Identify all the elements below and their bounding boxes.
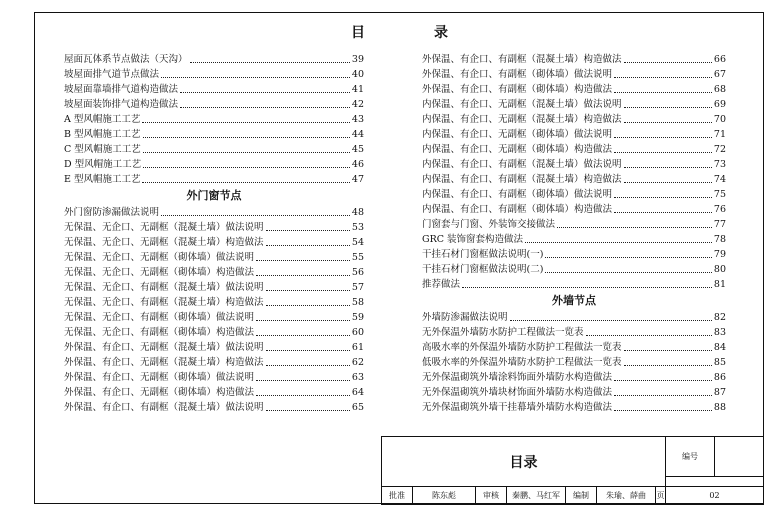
toc-entry-title: 坡屋面装饰排气道构造做法 <box>64 99 179 110</box>
toc-entry[interactable] <box>422 355 726 370</box>
toc-entry[interactable] <box>422 232 726 247</box>
dot-leader <box>143 152 350 153</box>
dot-leader <box>614 410 712 411</box>
dot-leader <box>266 305 350 306</box>
toc-entry-page: 60 <box>351 327 364 338</box>
review-name: 秦鹏、马红军 <box>507 487 566 505</box>
dot-leader <box>161 77 350 78</box>
title-block <box>381 436 764 504</box>
dot-leader <box>143 167 350 168</box>
heading-right-char: 录 <box>434 25 448 41</box>
toc-entry-title: 内保温、有企口、无副框（砌体墙）构造做法 <box>422 144 613 155</box>
toc-entry-page: 40 <box>351 69 364 80</box>
toc-entry-title: 内保温、有企口、有副框（砌体墙）构造做法 <box>422 204 613 215</box>
toc-entry[interactable] <box>64 325 364 340</box>
toc-entry-page: 81 <box>713 279 726 290</box>
dot-leader <box>180 92 350 93</box>
toc-entry-page: 48 <box>351 207 364 218</box>
toc-entry-page: 75 <box>713 189 726 200</box>
toc-entry[interactable] <box>64 400 364 415</box>
dot-leader <box>266 230 350 231</box>
toc-entry-title: 低吸水率的外保温外墙防水防护工程做法一览表 <box>422 357 622 368</box>
toc-entry-title: 门窗套与门窗、外装饰交接做法 <box>422 219 556 230</box>
toc-entry-page: 42 <box>351 99 364 110</box>
dot-leader <box>614 380 712 381</box>
toc-entry-title: 无外保温砌筑外墙涂料饰面外墙防水构造做法 <box>422 372 613 383</box>
toc-right-column <box>422 52 726 415</box>
toc-entry-title: 外门窗防渗漏做法说明 <box>64 207 160 218</box>
toc-entry[interactable] <box>64 265 364 280</box>
toc-entry-title: E 型风帽施工工艺 <box>64 174 141 185</box>
dot-leader <box>624 365 712 366</box>
toc-entry-title: 无保温、无企口、有副框（砌体墙）做法说明 <box>64 312 255 323</box>
toc-entry-title: 无保温、无企口、无副框（混凝土墙）做法说明 <box>64 222 264 233</box>
toc-entry-page: 78 <box>713 234 726 245</box>
toc-entry-page: 44 <box>351 129 364 140</box>
dot-leader <box>545 257 711 258</box>
toc-entry[interactable] <box>64 97 364 112</box>
toc-entry-title: 外保温、有企口、无副框（砌体墙）做法说明 <box>64 372 255 383</box>
dot-leader <box>462 287 712 288</box>
toc-entry-page: 82 <box>713 312 726 323</box>
dot-leader <box>266 245 350 246</box>
title-block-title: 目录 <box>382 437 666 487</box>
toc-entry-page: 56 <box>351 267 364 278</box>
dot-leader <box>525 242 712 243</box>
toc-entry-page: 87 <box>713 387 726 398</box>
toc-entry-page: 41 <box>351 84 364 95</box>
dot-leader <box>142 182 349 183</box>
toc-entry-title: 无保温、无企口、无副框（混凝土墙）构造做法 <box>64 237 264 248</box>
toc-entry[interactable] <box>64 142 364 157</box>
dot-leader <box>256 260 350 261</box>
toc-entry[interactable] <box>422 325 726 340</box>
toc-entry-title: 内保温、有企口、有副框（砌体墙）做法说明 <box>422 189 613 200</box>
toc-entry[interactable] <box>64 295 364 310</box>
toc-entry-page: 53 <box>351 222 364 233</box>
dot-leader <box>266 350 350 351</box>
toc-entry[interactable] <box>422 247 726 262</box>
toc-entry-page: 83 <box>713 327 726 338</box>
toc-entry-page: 85 <box>713 357 726 368</box>
toc-entry-title: 无外保温砌筑外墙干挂幕墙外墙防水构造做法 <box>422 402 613 413</box>
toc-entry[interactable] <box>64 220 364 235</box>
dot-leader <box>161 215 350 216</box>
toc-entry[interactable] <box>422 157 726 172</box>
dot-leader <box>614 212 712 213</box>
toc-entry-page: 59 <box>351 312 364 323</box>
code-label: 编号 <box>666 437 715 477</box>
toc-entry[interactable] <box>64 235 364 250</box>
toc-entry-page: 43 <box>351 114 364 125</box>
toc-entry-title: 内保温、有企口、无副框（混凝土墙）做法说明 <box>422 99 622 110</box>
toc-entry-page: 57 <box>351 282 364 293</box>
toc-entry[interactable] <box>64 172 364 187</box>
dot-leader <box>256 380 350 381</box>
toc-entry[interactable] <box>64 355 364 370</box>
toc-entry-page: 66 <box>713 54 726 65</box>
toc-entry[interactable] <box>422 187 726 202</box>
dot-leader <box>256 275 350 276</box>
dot-leader <box>266 290 350 291</box>
toc-entry-page: 68 <box>713 84 726 95</box>
toc-entry[interactable] <box>64 127 364 142</box>
dot-leader <box>557 227 712 228</box>
toc-entry-page: 65 <box>351 402 364 413</box>
toc-entry-title: GRC 装饰窗套构造做法 <box>422 234 524 245</box>
toc-entry-page: 63 <box>351 372 364 383</box>
toc-entry-title: B 型风帽施工工艺 <box>64 129 141 140</box>
dot-leader <box>614 395 712 396</box>
approve-label: 批准 <box>382 487 413 505</box>
dot-leader <box>586 335 712 336</box>
toc-entry-title: 内保温、有企口、有副框（混凝土墙）做法说明 <box>422 159 622 170</box>
toc-entry-page: 86 <box>713 372 726 383</box>
toc-entry[interactable] <box>422 52 726 67</box>
toc-entry[interactable] <box>64 82 364 97</box>
toc-entry-title: 坡屋面排气道节点做法 <box>64 69 160 80</box>
dot-leader <box>624 107 712 108</box>
toc-entry-page: 74 <box>713 174 726 185</box>
toc-entry[interactable] <box>422 370 726 385</box>
dot-leader <box>624 122 712 123</box>
toc-entry-title: 内保温、有企口、有副框（混凝土墙）构造做法 <box>422 174 622 185</box>
toc-entry-title: 内保温、有企口、无副框（混凝土墙）构造做法 <box>422 114 622 125</box>
toc-entry-title: 无保温、无企口、有副框（砌体墙）构造做法 <box>64 327 255 338</box>
toc-entry-page: 80 <box>713 264 726 275</box>
toc-entry[interactable] <box>422 67 726 82</box>
toc-entry[interactable] <box>422 400 726 415</box>
toc-entry[interactable] <box>64 52 364 67</box>
toc-entry-page: 54 <box>351 237 364 248</box>
toc-entry[interactable] <box>422 277 726 292</box>
toc-entry-page: 73 <box>713 159 726 170</box>
toc-entry-page: 55 <box>351 252 364 263</box>
toc-entry-title: D 型风帽施工工艺 <box>64 159 142 170</box>
dot-leader <box>142 122 350 123</box>
dot-leader <box>256 335 350 336</box>
toc-entry[interactable] <box>422 112 726 127</box>
dot-leader <box>256 395 350 396</box>
compile-name: 朱瑜、薛曲 <box>597 487 656 505</box>
toc-entry-page: 45 <box>351 144 364 155</box>
section-heading: 外墙节点 <box>552 294 596 307</box>
toc-entry[interactable] <box>422 202 726 217</box>
toc-entry-page: 58 <box>351 297 364 308</box>
dot-leader <box>624 62 712 63</box>
toc-entry-title: 无保温、无企口、无副框（砌体墙）构造做法 <box>64 267 255 278</box>
toc-entry-page: 88 <box>713 402 726 413</box>
dot-leader <box>545 272 711 273</box>
compile-label: 编制 <box>566 487 597 505</box>
toc-entry-page: 79 <box>713 249 726 260</box>
toc-entry[interactable] <box>422 82 726 97</box>
toc-entry-page: 71 <box>713 129 726 140</box>
toc-entry[interactable] <box>64 385 364 400</box>
toc-entry-title: 干挂石材门窗框做法说明(一) <box>422 249 544 260</box>
toc-entry[interactable] <box>64 340 364 355</box>
page-label: 页 <box>656 487 666 505</box>
toc-entry[interactable] <box>422 142 726 157</box>
toc-entry-title: 干挂石材门窗框做法说明(二) <box>422 264 544 275</box>
toc-entry-title: 外保温、有企口、有副框（混凝土墙）构造做法 <box>422 54 622 65</box>
dot-leader <box>510 320 712 321</box>
toc-entry[interactable] <box>422 310 726 325</box>
toc-entry-page: 64 <box>351 387 364 398</box>
toc-entry[interactable] <box>422 262 726 277</box>
toc-entry-title: 无外保温砌筑外墙块材饰面外墙防水构造做法 <box>422 387 613 398</box>
toc-entry-title: 外墙防渗漏做法说明 <box>422 312 508 323</box>
toc-entry-title: C 型风帽施工工艺 <box>64 144 141 155</box>
toc-entry-title: 无保温、无企口、有副框（混凝土墙）做法说明 <box>64 282 264 293</box>
dot-leader <box>266 410 350 411</box>
toc-entry-title: 内保温、有企口、无副框（砌体墙）做法说明 <box>422 129 613 140</box>
toc-entry-page: 69 <box>713 99 726 110</box>
code-value <box>715 437 764 477</box>
toc-entry[interactable] <box>422 172 726 187</box>
dot-leader <box>624 182 712 183</box>
section-heading: 外门窗节点 <box>186 189 242 202</box>
toc-entry[interactable] <box>64 112 364 127</box>
dot-leader <box>614 197 712 198</box>
toc-entry-page: 39 <box>351 54 364 65</box>
toc-entry-page: 47 <box>351 174 364 185</box>
toc-entry[interactable] <box>64 205 364 220</box>
toc-entry-title: 高吸水率的外保温外墙防水防护工程做法一览表 <box>422 342 622 353</box>
dot-leader <box>624 167 712 168</box>
toc-entry-page: 61 <box>351 342 364 353</box>
toc-entry[interactable] <box>422 97 726 112</box>
toc-entry[interactable] <box>64 157 364 172</box>
toc-entry[interactable] <box>422 340 726 355</box>
toc-entry-title: 外保温、有企口、有副框（砌体墙）构造做法 <box>422 84 613 95</box>
dot-leader <box>614 92 712 93</box>
toc-entry-page: 70 <box>713 114 726 125</box>
toc-entry-title: 外保温、有企口、有副框（混凝土墙）做法说明 <box>64 402 264 413</box>
toc-entry-title: 外保温、有企口、无副框（混凝土墙）构造做法 <box>64 357 264 368</box>
review-label: 审核 <box>476 487 507 505</box>
toc-entry-title: 外保温、有企口、无副框（混凝土墙）做法说明 <box>64 342 264 353</box>
toc-entry[interactable] <box>64 250 364 265</box>
toc-entry[interactable] <box>422 385 726 400</box>
dot-leader <box>180 107 350 108</box>
toc-entry-page: 77 <box>713 219 726 230</box>
toc-entry-title: 外保温、有企口、有副框（砌体墙）做法说明 <box>422 69 613 80</box>
toc-entry[interactable] <box>64 310 364 325</box>
toc-entry[interactable] <box>422 217 726 232</box>
dot-leader <box>256 320 350 321</box>
toc-entry-title: 外保温、有企口、无副框（砌体墙）构造做法 <box>64 387 255 398</box>
dot-leader <box>266 365 350 366</box>
toc-entry[interactable] <box>64 280 364 295</box>
title-block-spacer <box>666 477 764 487</box>
toc-entry-title: 推荐做法 <box>422 279 461 290</box>
dot-leader <box>624 350 712 351</box>
toc-entry-page: 84 <box>713 342 726 353</box>
dot-leader <box>190 62 350 63</box>
toc-entry-page: 67 <box>713 69 726 80</box>
heading-left-char: 目 <box>351 25 365 41</box>
toc-entry-title: 坡屋面靠墙排气道构造做法 <box>64 84 179 95</box>
toc-entry[interactable] <box>64 67 364 82</box>
toc-entry[interactable] <box>422 127 726 142</box>
toc-entry-title: 无保温、无企口、有副框（混凝土墙）构造做法 <box>64 297 264 308</box>
toc-entry-page: 76 <box>713 204 726 215</box>
dot-leader <box>614 137 712 138</box>
toc-left-column <box>64 52 364 415</box>
dot-leader <box>143 137 350 138</box>
toc-entry[interactable] <box>64 370 364 385</box>
toc-entry-title: A 型风帽施工工艺 <box>64 114 141 125</box>
toc-entry-title: 无外保温外墙防水防护工程做法一览表 <box>422 327 584 338</box>
page-value: 02 <box>666 487 764 505</box>
approve-name: 陈东彪 <box>413 487 476 505</box>
toc-entry-page: 72 <box>713 144 726 155</box>
toc-entry-title: 屋面瓦体系节点做法（天沟） <box>64 54 188 65</box>
toc-entry-title: 无保温、无企口、无副框（砌体墙）做法说明 <box>64 252 255 263</box>
toc-entry-page: 46 <box>351 159 364 170</box>
dot-leader <box>614 152 712 153</box>
toc-entry-page: 62 <box>351 357 364 368</box>
dot-leader <box>614 77 712 78</box>
